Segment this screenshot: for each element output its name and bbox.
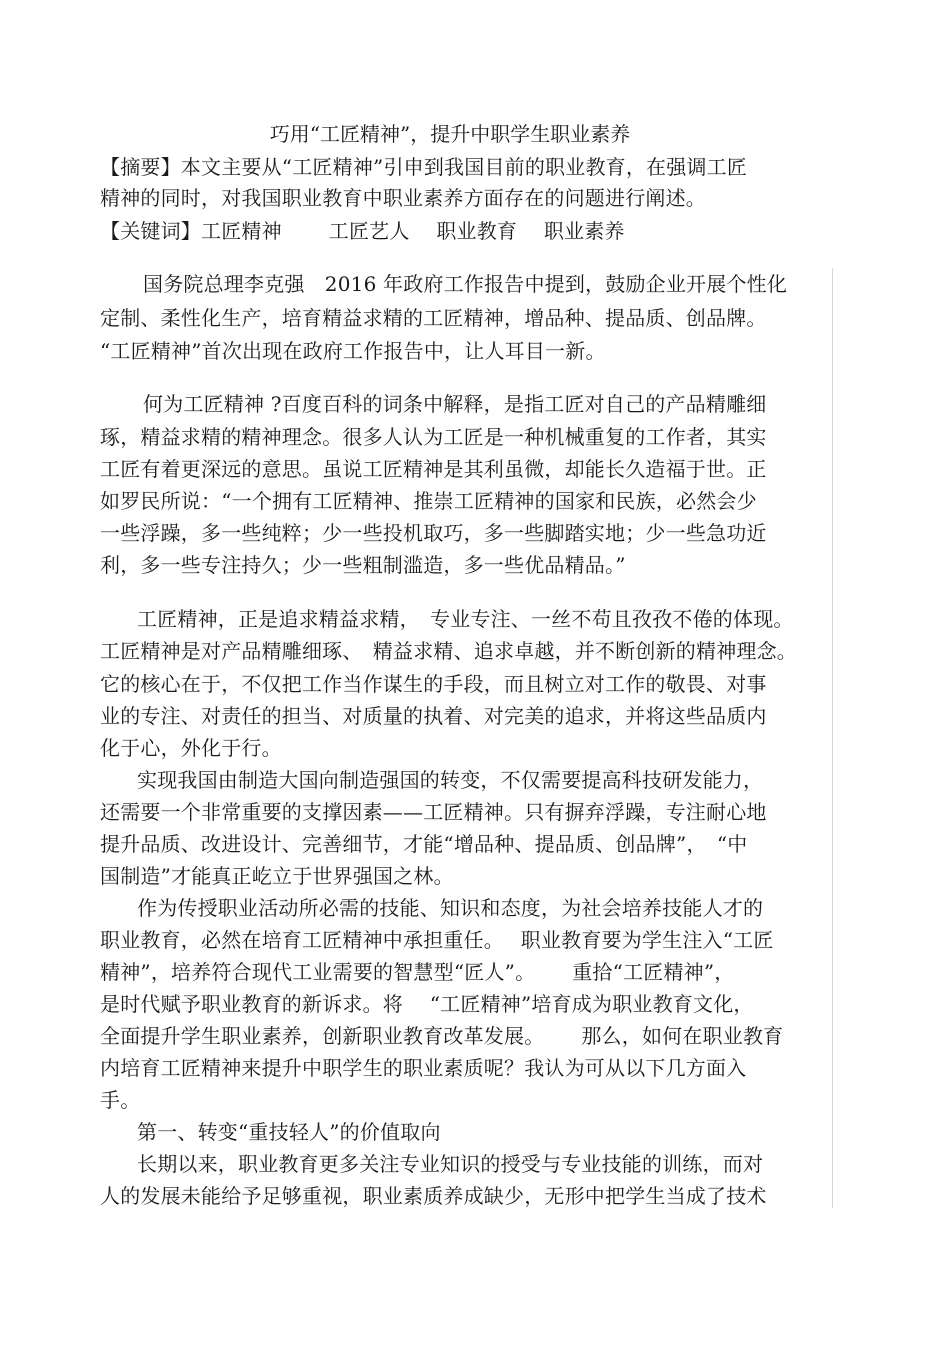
p4-line-2: 还需要一个非常重要的支撑因素——工匠精神。只有摒弃浮躁，专注耐心地 [100, 800, 767, 824]
p2-line-2: 琢，精益求精的精神理念。很多人认为工匠是一种机械重复的工作者，其实 [100, 425, 767, 449]
p1-line-1: 国务院总理李克强 2016 年政府工作报告中提到，鼓励企业开展个性化 [143, 272, 788, 296]
p5-line-4: 是时代赋予职业教育的新诉求。将 “工匠精神”培育成为职业教育文化， [100, 992, 754, 1016]
p3-line-5: 化于心，外化于行。 [100, 736, 282, 760]
p4-line-3: 提升品质、改进设计、完善细节，才能“增品种、提品质、创品牌”， “中 [100, 832, 748, 856]
p5-line-1: 作为传授职业活动所必需的技能、知识和态度，为社会培养技能人才的 [137, 896, 764, 920]
p7-line-1: 长期以来，职业教育更多关注专业知识的授受与专业技能的训练，而对 [137, 1152, 764, 1176]
p2-line-3: 工匠有着更深远的意思。虽说工匠精神是其利虽微，却能长久造福于世。正 [100, 457, 767, 481]
p2-line-5: 一些浮躁，多一些纯粹；少一些投机取巧，多一些脚踏实地；少一些急功近 [100, 521, 767, 545]
abstract-line-2: 精神的同时，对我国职业教育中职业素养方面存在的问题进行阐述。 [100, 186, 706, 210]
p3-line-4: 业的专注、对责任的担当、对质量的执着、对完美的追求，并将这些品质内 [100, 704, 767, 728]
p5-line-7: 手。 [100, 1088, 141, 1112]
p3-line-2: 工匠精神是对产品精雕细琢、 精益求精、追求卓越，并不断创新的精神理念。 [100, 639, 797, 663]
p7-line-2: 人的发展未能给予足够重视，职业素质养成缺少，无形中把学生当成了技术 [100, 1184, 767, 1208]
p1-line-2: 定制、柔性化生产，培育精益求精的工匠精神，增品种、提品质、创品牌。 [100, 306, 767, 330]
p3-line-3: 它的核心在于，不仅把工作当作谋生的手段，而且树立对工作的敬畏、对事 [100, 672, 767, 696]
document-title: 巧用“工匠精神”，提升中职学生职业素养 [269, 122, 631, 146]
p4-line-4: 国制造”才能真正屹立于世界强国之林。 [100, 864, 454, 888]
p1-line-3: “工匠精神”首次出现在政府工作报告中，让人耳目一新。 [100, 339, 606, 363]
section-heading-1: 第一、转变“重技轻人”的价值取向 [137, 1120, 441, 1144]
p5-line-2: 职业教育，必然在培育工匠精神中承担重任。 职业教育要为学生注入“工匠 [100, 928, 774, 952]
p5-line-3: 精神”，培养符合现代工业需要的智慧型“匠人”。 重拾“工匠精神”， [100, 960, 735, 984]
p3-line-1: 工匠精神，正是追求精益求精， 专业专注、一丝不苟且孜孜不倦的体现。 [137, 607, 794, 631]
p4-line-1: 实现我国由制造大国向制造强国的转变，不仅需要提高科技研发能力， [137, 768, 764, 792]
p5-line-6: 内培育工匠精神来提升中职学生的职业素质呢？我认为可从以下几方面入 [100, 1056, 747, 1080]
p2-line-4: 如罗民所说：“一个拥有工匠精神、推崇工匠精神的国家和民族，必然会少 [100, 489, 757, 513]
p5-line-5: 全面提升学生职业素养，创新职业教育改革发展。 那么，如何在职业教育 [100, 1024, 784, 1048]
p2-line-6: 利，多一些专注持久；少一些粗制滥造，多一些优品精品。” [100, 553, 626, 577]
abstract-line-1: 【摘要】本文主要从“工匠精神”引申到我国目前的职业教育，在强调工匠 [100, 155, 748, 179]
keywords-line: 【关键词】工匠精神 工匠艺人 职业教育 职业素养 [100, 219, 625, 243]
p2-line-1: 何为工匠精神 ?百度百科的词条中解释，是指工匠对自己的产品精雕细 [143, 392, 767, 416]
margin-rule [832, 268, 833, 1208]
